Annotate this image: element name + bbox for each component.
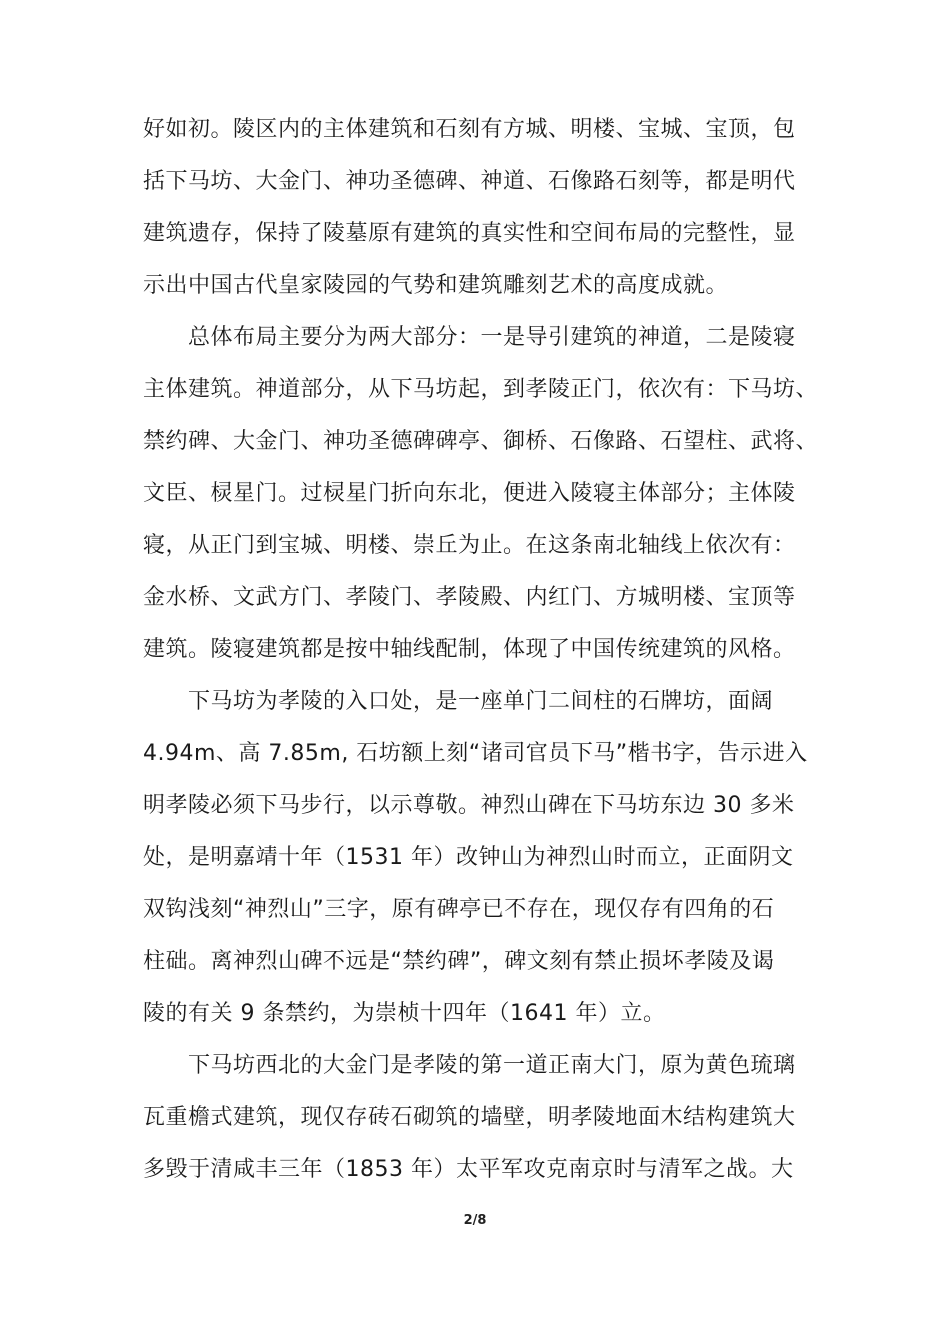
text-line: 柱础。离神烈山碑不远是“禁约碑”，碑文刻有禁止损坏孝陵及谒 [143,949,775,974]
text-line: 建筑遗存，保持了陵墓原有建筑的真实性和空间布局的完整性，显 [143,221,796,246]
text-line: 处，是明嘉靖十年（1531 年）改钟山为神烈山时而立，正面阴文 [143,845,794,870]
text-line: 双钩浅刻“神烈山”三字，原有碑亭已不存在，现仅存有四角的石 [143,897,775,922]
text-line: 多毁于清咸丰三年（1853 年）太平军攻克南京时与清军之战。大 [143,1157,794,1182]
paragraph-first-line: 下马坊西北的大金门是孝陵的第一道正南大门，原为黄色琉璃 [188,1053,796,1078]
text-line: 好如初。陵区内的主体建筑和石刻有方城、明楼、宝城、宝顶，包 [143,117,796,142]
text-line: 明孝陵必须下马步行，以示尊敬。神烈山碑在下马坊东边 30 多米 [143,793,795,818]
text-line: 金水桥、文武方门、孝陵门、孝陵殿、内红门、方城明楼、宝顶等 [143,585,796,610]
text-line: 陵的有关 9 条禁约，为崇桢十四年（1641 年）立。 [143,1001,666,1026]
text-line: 建筑。陵寝建筑都是按中轴线配制，体现了中国传统建筑的风格。 [143,637,796,662]
page-number: 2/8 [463,1213,487,1228]
text-line: 4.94m、高 7.85m, 石坊额上刻“诸司官员下马”楷书字，告示进入 [143,741,808,766]
text-line: 禁约碑、大金门、神功圣德碑碑亭、御桥、石像路、石望柱、武将、 [143,429,819,454]
text-line: 主体建筑。神道部分，从下马坊起，到孝陵正门，依次有：下马坊、 [143,377,819,402]
text-line: 瓦重檐式建筑，现仅存砖石砌筑的墙壁，明孝陵地面木结构建筑大 [143,1105,796,1130]
text-line: 示出中国古代皇家陵园的气势和建筑雕刻艺术的高度成就。 [143,273,729,298]
paragraph-first-line: 下马坊为孝陵的入口处，是一座单门二间柱的石牌坊，面阔 [188,689,774,714]
text-line: 文臣、棂星门。过棂星门折向东北，便进入陵寝主体部分；主体陵 [143,481,796,506]
text-line: 括下马坊、大金门、神功圣德碑、神道、石像路石刻等，都是明代 [143,169,796,194]
text-line: 寝，从正门到宝城、明楼、崇丘为止。在这条南北轴线上依次有： [143,533,796,558]
paragraph-first-line: 总体布局主要分为两大部分：一是导引建筑的神道，二是陵寝 [188,325,796,350]
